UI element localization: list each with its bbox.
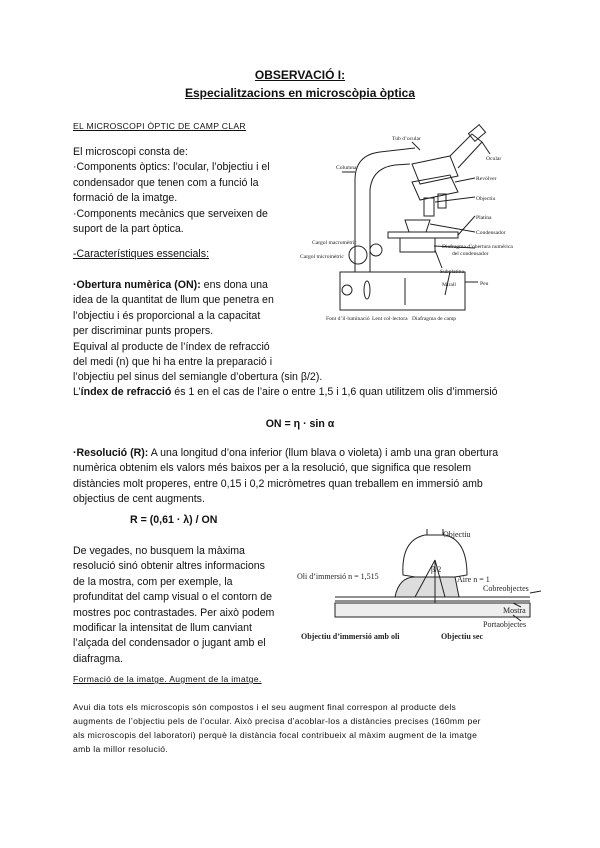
intro-line: ·Components mecànics que serveixen de xyxy=(73,207,268,220)
on-line: idea de la quantitat de llum que penetra en xyxy=(73,294,274,307)
formation-paragraph xyxy=(73,700,543,756)
microscope-diagram xyxy=(300,120,530,330)
intro-paragraph xyxy=(73,145,303,237)
label-subplatina: Subplatina xyxy=(440,269,464,275)
page-title: OBSERVACIÓ I: xyxy=(254,68,346,82)
vegades-line: profunditat del camp visual o el contorn de xyxy=(73,591,273,604)
label-aire: Aire n = 1 xyxy=(457,575,490,584)
micrometric-knob-shape xyxy=(349,246,367,264)
intro-line: El microscopi consta de: xyxy=(73,146,188,158)
on-line: l’objectiu pel sinus del semiangle d’obertura (sin β/2). xyxy=(73,371,323,384)
objective-shape xyxy=(424,198,434,216)
on-term: ·Obertura numèrica (ON): xyxy=(73,279,201,291)
label-objectiu-oli: Objectiu d’immersió amb oli xyxy=(301,632,400,641)
light-source-shape xyxy=(342,285,352,295)
label-oli-immersio: Oli d’immersió n = 1,515 xyxy=(297,572,379,581)
res-line-rest: A una longitud d’ona inferior (llum blava o violeta) i amb una gran obertura xyxy=(148,447,499,459)
intro-line: formació de la imatge. xyxy=(73,192,178,205)
res-line: objectius de cent augments. xyxy=(73,493,205,506)
vegades-line: modificar la intensitat de llum canviant xyxy=(73,622,253,635)
label-del-condensador: del condensador xyxy=(452,251,489,257)
resolution-paragraph xyxy=(73,446,543,508)
on-line: per discriminar punts propers. xyxy=(73,325,214,338)
label-font: Font d’il·luminació xyxy=(326,316,370,322)
label-revolver: Revòlver xyxy=(476,176,497,182)
section-heading-image-formation: Formació de la imatge. Augment de la imatge. xyxy=(73,674,262,684)
macrometric-knob-shape xyxy=(370,244,382,256)
label-beta: β/2 xyxy=(431,565,442,574)
label-mostra: Mostra xyxy=(503,606,526,615)
vegades-line: de la mostra, com per exemple, la xyxy=(73,575,233,588)
on-line: del medi (n) que hi ha entre la preparació i xyxy=(73,356,273,369)
oil-drop-shape xyxy=(395,577,459,597)
vegades-line: mostres poc contrastades. Per això podem xyxy=(73,606,275,619)
condenser-shape xyxy=(405,220,430,232)
vegades-paragraph xyxy=(73,544,303,667)
res-term: ·Resolució (R): xyxy=(73,447,149,459)
label-platina: Platina xyxy=(476,215,492,221)
resolution-formula: R = (0,61 · λ) / ON xyxy=(130,514,218,526)
intro-line: condensador que tenen com a funció la xyxy=(73,176,259,189)
section-heading-microscope: EL MICROSCOPI ÒPTIC DE CAMP CLAR xyxy=(73,121,246,131)
vegades-line: resolució sinó obtenir altres informacions xyxy=(73,560,265,573)
label-cobreobjectes: Cobreobjectes xyxy=(483,584,529,593)
label-diafragma: Diafragma d’obertura numèrica xyxy=(442,244,513,250)
vegades-line: De vegades, no busquem la màxima xyxy=(73,545,245,557)
label-lent: Lent col·lectora xyxy=(372,316,408,322)
label-diafragma-camp: Diafragma de camp xyxy=(412,316,457,322)
vegades-line: l’alçada del condensador o jugant amb el xyxy=(73,637,266,650)
label-condensador: Condensador xyxy=(476,230,506,236)
collector-lens-shape xyxy=(364,281,370,299)
ocular-shape xyxy=(468,125,485,142)
label-objectiu-immersion: Objectiu xyxy=(443,530,471,539)
intro-line: ·Components òptics: l’ocular, l’objectiu i el xyxy=(73,161,270,174)
label-peu: Peu xyxy=(480,281,489,287)
on-line-rest: ens dona una xyxy=(200,279,268,291)
on-line: l’objectiu i és proporcional a la capacitat xyxy=(73,309,261,322)
immersion-diagram xyxy=(295,525,545,645)
res-line: distàncies molt properes, entre 0,15 i 0,2 micròmetres quan treballem en immersió amb xyxy=(73,477,483,490)
tube-body-shape xyxy=(412,156,458,184)
refraction-term: índex de refracció xyxy=(80,386,172,398)
refraction-rest: és 1 en el cas de l’aire o entre 1,5 i 1,6 quan utilitzem olis d’immersió xyxy=(171,386,498,398)
formation-line: Avui dia tots els microscopis són compostos i el seu augment final correspon al producte dels xyxy=(73,702,457,712)
on-formula: ON = η · sin α xyxy=(265,418,335,430)
label-objectiu-sec: Objectiu sec xyxy=(441,632,483,641)
label-portaobjectes: Portaobjectes xyxy=(483,620,527,629)
stage-shape xyxy=(388,232,458,238)
label-cargol-micro: Cargol micromètric xyxy=(300,254,344,260)
vegades-line: diafragma. xyxy=(73,652,124,665)
formation-line: amb la millor resolució. xyxy=(73,744,169,754)
label-ocular: Ocular xyxy=(486,156,502,162)
characteristics-heading: -Característiques essencials: xyxy=(73,248,210,260)
label-cargol-macro: Cargol macromètric xyxy=(312,240,357,246)
on-line: Equival al producte de l’índex de refracció xyxy=(73,340,270,353)
label-objectiu: Objectiu xyxy=(476,196,496,202)
formation-line: als microscopis del laboratori) perquè la distància focal contribueix al màxim augment de la imatge xyxy=(73,730,478,740)
res-line: numèrica obtenim els valors més baixos per a la resolució, que significa que resolem xyxy=(73,462,472,475)
formation-line: augments de l’objectiu pels de l’ocular. Això precisa d’acoblar-los a distàncies precises (160mm per xyxy=(73,716,481,726)
refraction-index-line xyxy=(73,385,498,400)
substage-shape xyxy=(400,238,435,252)
slide-shape xyxy=(335,603,530,617)
intro-line: suport de la part òptica. xyxy=(73,223,184,236)
label-tub-ocular: Tub d’ocular xyxy=(392,136,421,142)
column-shape xyxy=(355,148,415,272)
res-line xyxy=(73,446,543,461)
revolver-shape xyxy=(412,175,458,200)
label-mirall: Mirall xyxy=(442,282,456,288)
label-columna: Columna xyxy=(336,165,357,171)
page-subtitle: Especialitzacions en microscòpia òptica xyxy=(184,86,416,100)
refraction-prefix: L’ xyxy=(73,386,81,398)
